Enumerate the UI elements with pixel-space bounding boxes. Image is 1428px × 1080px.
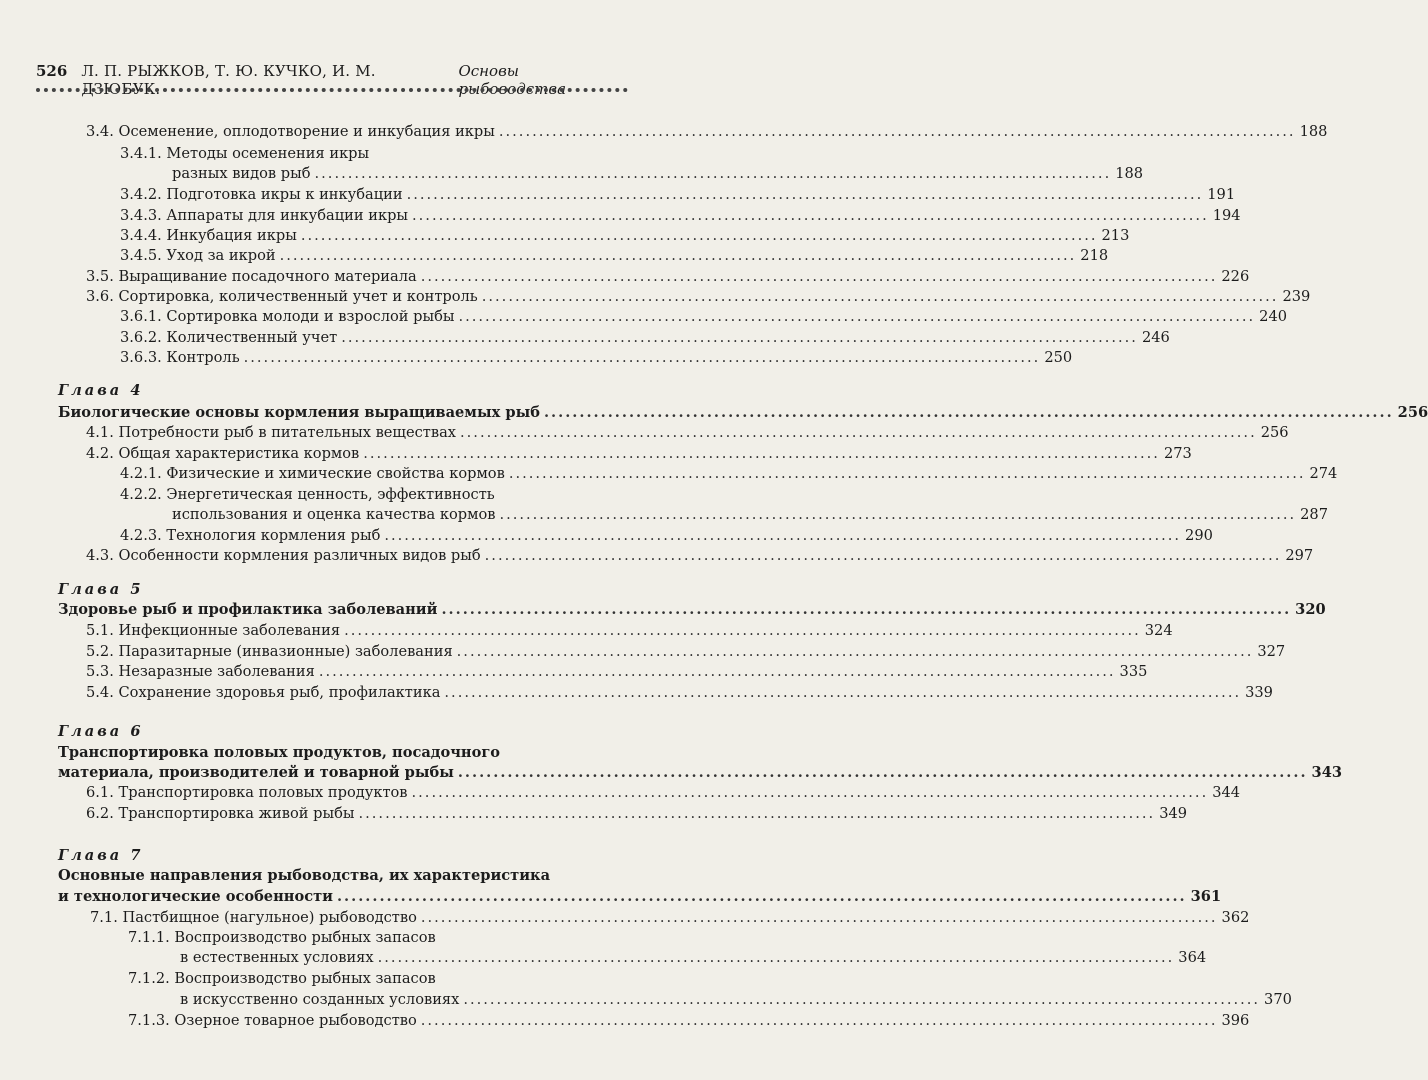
toc-entry: [86, 783, 1241, 803]
toc-entry-text: 3.4.3. Аппараты для инкубации икры: [120, 207, 409, 224]
toc-leader: ........................................................................................................................: [481, 288, 1279, 305]
toc-entry-page: 250: [1044, 349, 1073, 366]
running-header: [36, 62, 628, 98]
chapter-heading: Глава 6: [58, 723, 144, 740]
toc-leader: ........................................................................................................................: [336, 888, 1187, 905]
toc-entry-text: разных видов рыб: [172, 165, 311, 182]
toc-entry-page: 297: [1285, 547, 1314, 564]
toc-entry: [120, 226, 1130, 246]
toc-entry-text: в искусственно созданных условиях: [180, 991, 460, 1008]
toc-entry-page: 339: [1245, 684, 1273, 701]
toc-entry-text: Транспортировка половых продуктов, посадочного: [58, 744, 501, 761]
toc-entry-page: 335: [1119, 663, 1148, 680]
toc-entry: [180, 990, 1292, 1010]
toc-entry-text: 7.1.1. Воспроизводство рыбных запасов: [128, 929, 436, 946]
toc-leader: ........................................................................................................................: [457, 764, 1308, 781]
toc-leader: ........................................................................................................................: [279, 247, 1077, 264]
toc-entry-text: 7.1.2. Воспроизводство рыбных запасов: [128, 970, 436, 987]
toc-entry-text: 3.4.2. Подготовка икры к инкубации: [120, 186, 403, 203]
toc-entry-page: 273: [1163, 445, 1192, 462]
toc-entry: [120, 144, 369, 164]
toc-entry-text: 5.1. Инфекционные заболевания: [86, 622, 341, 639]
toc-entry-text: 5.4. Сохранение здоровья рыб, профилактика: [86, 684, 441, 701]
toc-entry-page: 343: [1311, 764, 1343, 781]
toc-entry-page: 349: [1159, 805, 1188, 822]
toc-leader: ........................................................................................................................: [406, 186, 1204, 203]
toc-entry-text: 4.3. Особенности кормления различных видов рыб: [86, 547, 481, 564]
toc-entry-text: 5.2. Паразитарные (инвазионные) заболевания: [86, 643, 453, 660]
toc-entry-text: и технологические особенности: [58, 888, 333, 905]
toc-entry-page: 274: [1309, 465, 1338, 482]
toc-entry: [172, 505, 1328, 525]
toc-leader: ........................................................................................................................: [363, 445, 1160, 462]
toc-entry-page: 226: [1221, 268, 1250, 285]
toc-leader: ........................................................................................................................: [444, 684, 1242, 701]
toc-leader: ........................................................................................................................: [314, 165, 1112, 182]
toc-entry-page: 188: [1115, 165, 1144, 182]
toc-chapter-entry: [58, 403, 1428, 423]
toc-entry-page: 194: [1212, 207, 1241, 224]
toc-entry-text: 3.4. Осеменение, оплодотворение и инкубация икры: [86, 123, 495, 140]
toc-entry-text: 4.2. Общая характеристика кормов: [86, 445, 360, 462]
toc-entry-text: 3.5. Выращивание посадочного материала: [86, 268, 417, 285]
toc-entry: [90, 908, 1250, 928]
toc-leader: ........................................................................................................................: [420, 909, 1218, 926]
toc-entry-text: 3.4.5. Уход за икрой: [120, 247, 276, 264]
toc-entry-text: 4.2.1. Физические и химические свойства кормов: [120, 465, 505, 482]
toc-entry: [120, 185, 1236, 205]
toc-chapter-entry: [58, 600, 1326, 620]
toc-entry-page: 324: [1144, 622, 1173, 639]
toc-entry-text: 4.2.3. Технология кормления рыб: [120, 527, 381, 544]
toc-entry: [86, 287, 1311, 307]
toc-entry: [120, 526, 1213, 546]
toc-entry: [86, 423, 1289, 443]
toc-entry-text: 6.2. Транспортировка живой рыбы: [86, 805, 355, 822]
toc-entry-page: 370: [1264, 991, 1292, 1008]
toc-entry-text: Биологические основы кормления выращиваемых рыб: [58, 404, 540, 421]
toc-leader: ........................................................................................................................: [341, 329, 1138, 346]
header-rule: [36, 88, 628, 92]
toc-entry-text: 6.1. Транспортировка половых продуктов: [86, 784, 408, 801]
chapter-heading: Глава 7: [58, 847, 144, 864]
toc-entry-page: 327: [1257, 643, 1286, 660]
header-book-title: Основы рыбоводства: [458, 62, 567, 98]
toc-entry: [86, 267, 1250, 287]
toc-entry-page: 364: [1178, 949, 1207, 966]
toc-leader: ........................................................................................................................: [460, 424, 1257, 441]
toc-entry: [172, 164, 1144, 184]
toc-entry-text: 4.1. Потребности рыб в питательных веществах: [86, 424, 457, 441]
toc-entry-page: 320: [1295, 601, 1326, 618]
toc-entry: [86, 662, 1148, 682]
toc-entry: [86, 444, 1192, 464]
toc-leader: ........................................................................................................................: [411, 784, 1209, 801]
toc-entry-page: 361: [1190, 888, 1222, 905]
toc-entry: [120, 307, 1288, 327]
toc-entry: [120, 348, 1073, 368]
chapter-heading: Глава 4: [58, 382, 144, 399]
toc-entry: [86, 804, 1188, 824]
toc-entry-text: 5.3. Незаразные заболевания: [86, 663, 315, 680]
toc-entry: [180, 948, 1207, 968]
toc-entry: [86, 642, 1286, 662]
toc-leader: ........................................................................................................................: [300, 227, 1098, 244]
toc-entry-page: 240: [1259, 308, 1288, 325]
toc-entry: [120, 246, 1109, 266]
toc-leader: ........................................................................................................................: [344, 622, 1141, 639]
toc-entry: [120, 206, 1241, 226]
toc-entry-text: Основные направления рыбоводства, их характеристика: [58, 867, 551, 884]
toc-entry: [128, 928, 436, 948]
toc-entry-text: 7.1. Пастбищное (нагульное) рыбоводство: [90, 909, 417, 926]
toc-entry-page: 396: [1221, 1012, 1250, 1029]
toc-leader: ........................................................................................................................: [498, 123, 1296, 140]
toc-entry-text: использования и оценка качества кормов: [172, 506, 496, 523]
toc-entry-text: 3.6. Сортировка, количественный учет и контроль: [86, 288, 478, 305]
toc-entry-text: 3.6.2. Количественный учет: [120, 329, 338, 346]
toc-entry-page: 362: [1221, 909, 1250, 926]
toc-entry-page: 290: [1185, 527, 1213, 544]
toc-chapter-entry: [58, 887, 1222, 907]
toc-chapter-entry: [58, 866, 550, 886]
toc-entry: [86, 122, 1328, 142]
toc-entry-text: Здоровье рыб и профилактика заболеваний: [58, 601, 438, 618]
toc-leader: ........................................................................................................................: [543, 404, 1394, 421]
toc-entry-text: 4.2.2. Энергетическая ценность, эффективность: [120, 486, 495, 503]
toc-entry-text: 3.4.4. Инкубация икры: [120, 227, 297, 244]
toc-entry: [128, 969, 436, 989]
toc-leader: ........................................................................................................................: [377, 949, 1175, 966]
toc-entry: [86, 621, 1173, 641]
toc-entry-text: 7.1.3. Озерное товарное рыбоводство: [128, 1012, 417, 1029]
toc-entry-page: 191: [1207, 186, 1236, 203]
chapter-heading: Глава 5: [58, 581, 144, 598]
toc-entry-page: 188: [1299, 123, 1328, 140]
toc-chapter-entry: [58, 743, 500, 763]
toc-leader: ........................................................................................................................: [420, 268, 1218, 285]
toc-entry-page: 218: [1080, 247, 1109, 264]
toc-entry-page: 344: [1212, 784, 1241, 801]
toc-leader: ........................................................................................................................: [499, 506, 1297, 523]
toc-leader: ........................................................................................................................: [420, 1012, 1218, 1029]
toc-entry: [120, 485, 495, 505]
toc-leader: ........................................................................................................................: [358, 805, 1156, 822]
toc-leader: ........................................................................................................................: [441, 601, 1292, 618]
toc-leader: ........................................................................................................................: [318, 663, 1116, 680]
toc-leader: ........................................................................................................................: [384, 527, 1182, 544]
toc-leader: ........................................................................................................................: [508, 465, 1306, 482]
toc-entry: [86, 683, 1273, 703]
toc-leader: ........................................................................................................................: [458, 308, 1256, 325]
toc-entry: [120, 328, 1170, 348]
toc-entry-page: 287: [1300, 506, 1328, 523]
toc-entry-page: 256: [1397, 404, 1428, 421]
toc-entry-page: 239: [1282, 288, 1311, 305]
toc-chapter-entry: [58, 763, 1343, 783]
toc-entry-text: 3.6.1. Сортировка молоди и взрослой рыбы: [120, 308, 455, 325]
toc-entry-page: 256: [1260, 424, 1289, 441]
toc-entry-text: 3.6.3. Контроль: [120, 349, 240, 366]
toc-entry-text: 3.4.1. Методы осеменения икры: [120, 145, 370, 162]
toc-entry: [128, 1011, 1250, 1031]
toc-entry: [86, 546, 1314, 566]
toc-entry-page: 213: [1101, 227, 1130, 244]
toc-entry-page: 246: [1141, 329, 1170, 346]
toc-entry: [120, 464, 1338, 484]
toc-leader: ........................................................................................................................: [456, 643, 1254, 660]
toc-leader: ........................................................................................................................: [484, 547, 1282, 564]
toc-leader: ........................................................................................................................: [463, 991, 1261, 1008]
toc-leader: ........................................................................................................................: [243, 349, 1041, 366]
page-number: 526: [36, 62, 68, 80]
toc-leader: ........................................................................................................................: [412, 207, 1209, 224]
toc-entry-text: в естественных условиях: [180, 949, 374, 966]
toc-entry-text: материала, производителей и товарной рыбы: [58, 764, 454, 781]
header-authors: Л. П. РЫЖКОВ, Т. Ю. КУЧКО, И. М. ДЗЮБУК.: [81, 62, 376, 98]
